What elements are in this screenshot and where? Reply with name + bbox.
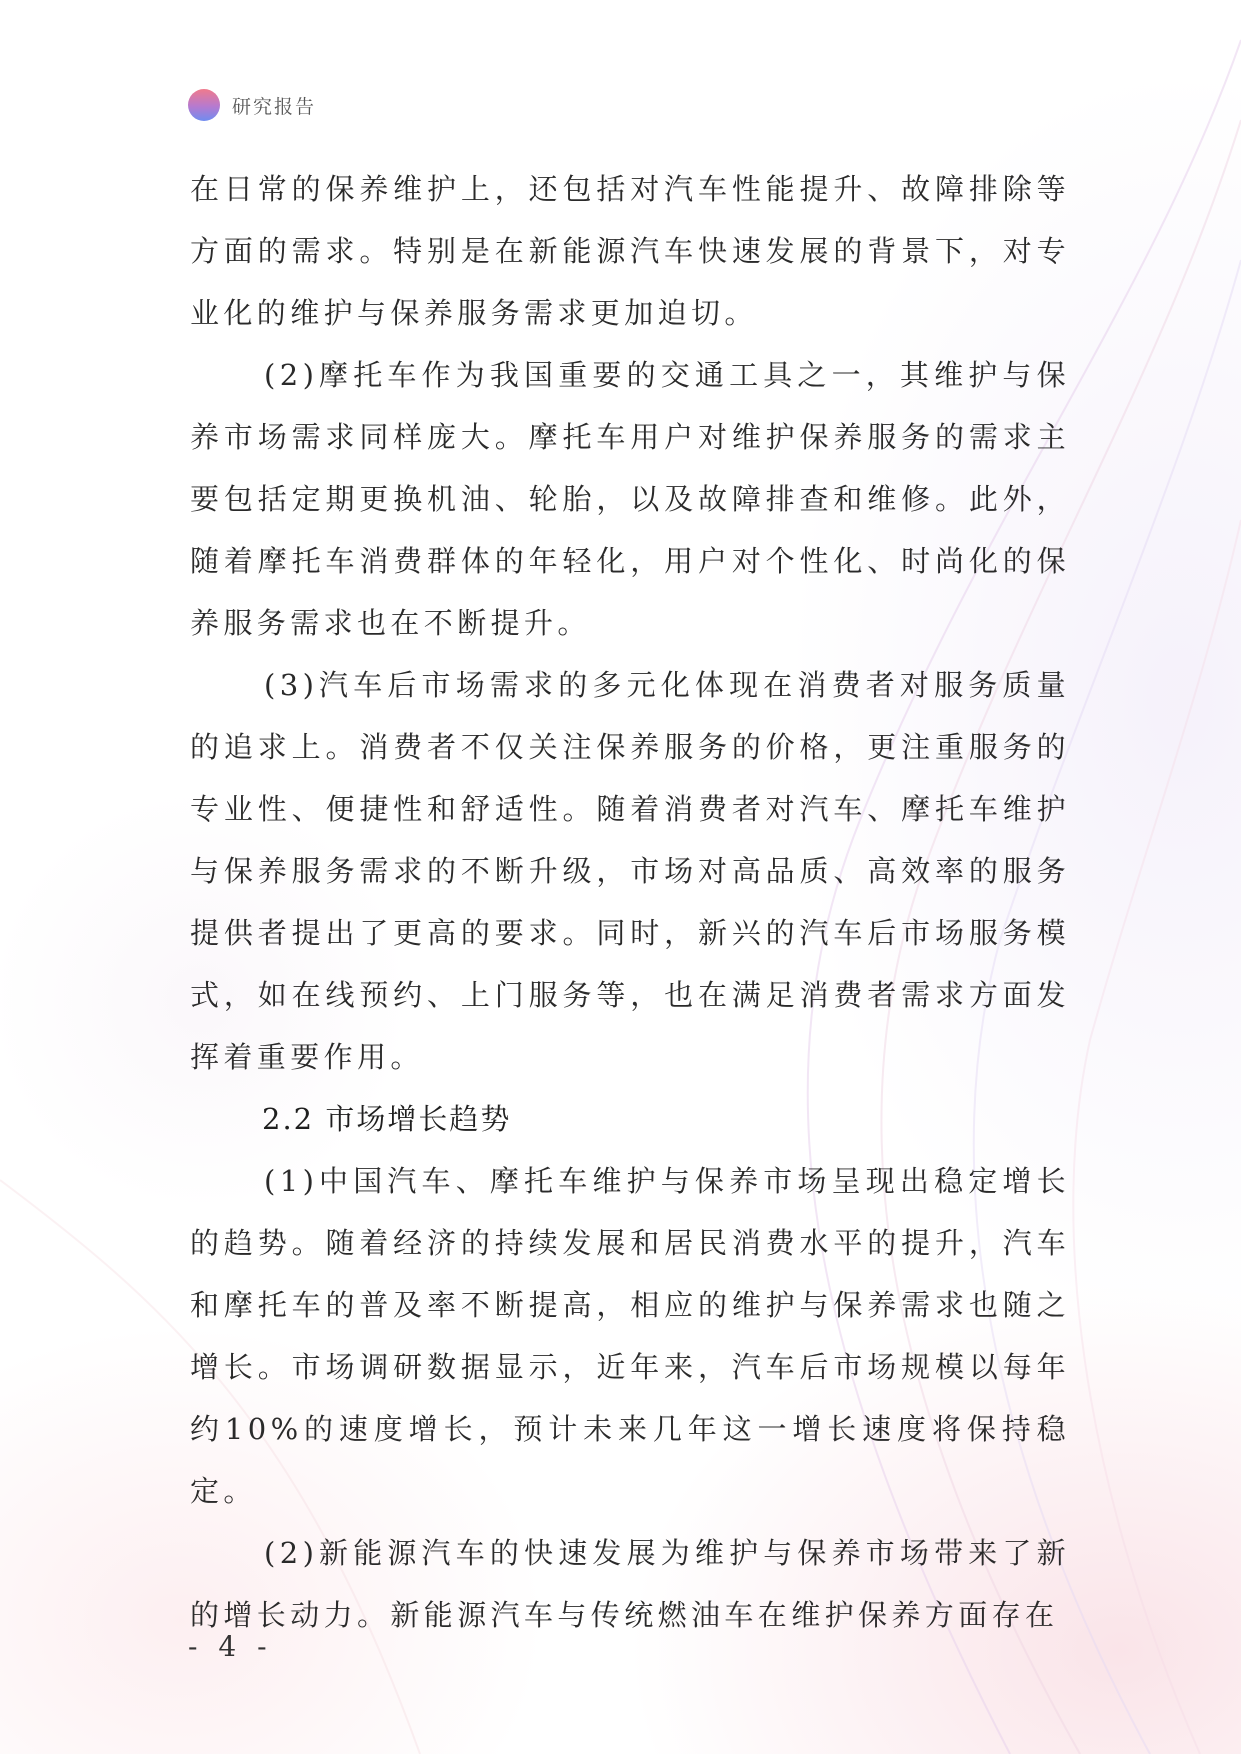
paragraph-growth-trend: (1)中国汽车、摩托车维护与保养市场呈现出稳定增长的趋势。随着经济的持续发展和居民消费水平的提升，汽车和摩托车的普及率不断提高，相应的维护与保养需求也随之增长。市场调研数据显示，近年来，汽车后市场规模以每年约10%的速度增长，预计未来几年这一增长速度将保持稳定。 [190,1164,1070,1508]
section-heading: 2.2 市场增长趋势 [262,1102,512,1136]
page-number: - 4 - [188,1630,273,1663]
header-title: 研究报告 [232,95,317,118]
document-body [190,158,1070,1646]
paragraph-diversified-demand: (3)汽车后市场需求的多元化体现在消费者对服务质量的追求上。消费者不仅关注保养服务的价格，更注重服务的专业性、便捷性和舒适性。随着消费者对汽车、摩托车维护与保养服务需求的不断升级，市场对高品质、高效率的服务提供者提出了更高的要求。同时，新兴的汽车后市场服务模式，如在线预约、上门服务等，也在满足消费者需求方面发挥着重要作用。 [190,668,1070,1074]
paragraph-continued: 在日常的保养维护上，还包括对汽车性能提升、故障排除等方面的需求。特别是在新能源汽车快速发展的背景下，对专业化的维护与保养服务需求更加迫切。 [190,172,1070,330]
logo-icon [188,89,220,121]
paragraph-new-energy: (2)新能源汽车的快速发展为维护与保养市场带来了新的增长动力。新能源汽车与传统燃油车在维护保养方面存在 [190,1536,1070,1632]
paragraph-motorcycle-demand: (2)摩托车作为我国重要的交通工具之一，其维护与保养市场需求同样庞大。摩托车用户对维护保养服务的需求主要包括定期更换机油、轮胎，以及故障排查和维修。此外，随着摩托车消费群体的年轻化，用户对个性化、时尚化的保养服务需求也在不断提升。 [190,358,1070,640]
report-header [188,88,316,122]
